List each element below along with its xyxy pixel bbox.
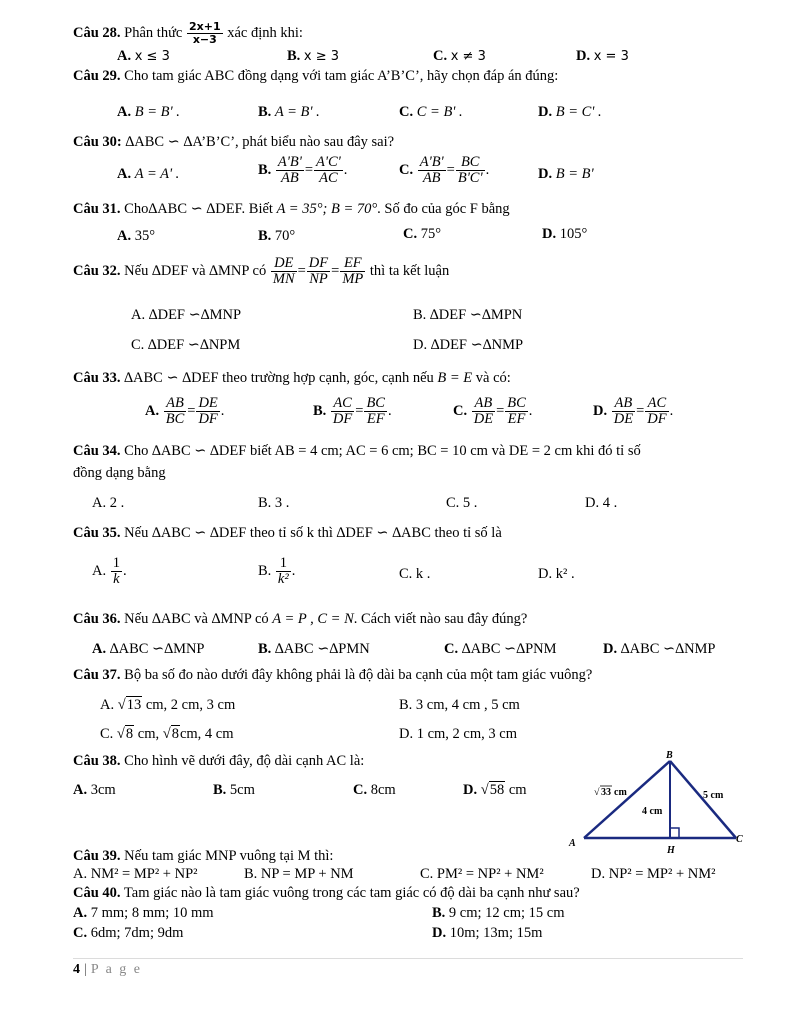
question-29: Câu 29. Cho tam giác ABC đồng dạng với tam giác A’B’C’, hãy chọn đáp án đúng: (73, 68, 559, 84)
option-d: D. √58 cm (463, 782, 527, 798)
option-d: D. B = C' . (538, 104, 602, 120)
triangle-figure (566, 748, 746, 858)
option-d: D. 10m; 13m; 15m (432, 925, 543, 941)
option-a: A. x ≤ 3 (117, 48, 170, 64)
option-a: A. B = B' . (117, 104, 180, 120)
question-35: Câu 35. Nếu ∆ABC ∽ ∆DEF theo tỉ số k thì ∆DEF ∽ ∆ABC theo tỉ số là (73, 525, 502, 541)
right-angle-mark (670, 828, 679, 838)
option-a: A. A = A' . (117, 166, 180, 182)
option-c: C. 6dm; 7dm; 9dm (73, 925, 184, 941)
option-a: A. ∆ABC ∽∆MNP (92, 641, 205, 657)
option-b: B. 5cm (213, 782, 255, 798)
option-c: C. C = B' . (399, 104, 463, 120)
question-37: Câu 37. Bộ ba số đo nào dưới đây không phải là độ dài ba cạnh của một tam giác vuông? (73, 667, 593, 683)
option-a: A. 7 mm; 8 mm; 10 mm (73, 905, 214, 921)
label-h: H (667, 845, 675, 856)
option-d: D. ∆DEF ∽∆NMP (413, 337, 524, 353)
option-c: C. k . (399, 566, 431, 582)
question-38: Câu 38. Cho hình vẽ dưới đây, độ dài cạnh AC là: (73, 753, 365, 769)
option-d: D. $\frac{AB}{DE}$ = $\frac{AC}{DF}$ . (593, 395, 674, 427)
option-b: B. ∆DEF ∽∆MPN (413, 307, 523, 323)
option-c: C. 75° (403, 226, 442, 242)
option-b: B. 70° (258, 228, 296, 244)
question-33: Câu 33. ∆ABC ∽ ∆DEF theo trường hợp cạnh, góc, cạnh nếu B = E và có: (73, 370, 511, 386)
question-40: Câu 40. Tam giác nào là tam giác vuông trong các tam giác có độ dài ba cạnh như sau? (73, 885, 580, 901)
option-a: A. ∆DEF ∽∆MNP (131, 307, 242, 323)
page-number: 4 | P a g e (73, 962, 143, 977)
side-ab (584, 761, 670, 838)
option-b: B. $\frac{AC}{DF}$ = $\frac{BC}{EF}$ . (313, 395, 392, 427)
option-a: A. NM² = MP² + NP² (73, 866, 198, 882)
option-b: B. 9 cm; 12 cm; 15 cm (432, 905, 565, 921)
label-ab-unit: cm (614, 787, 627, 798)
option-d: D. NP² = MP² + NM² (591, 866, 716, 882)
option-b: B. $\frac{1}{\text{k²}}$ . (258, 555, 296, 587)
option-a: A. $\frac{1}{k}$ . (92, 555, 127, 587)
option-d: D. 105° (542, 226, 588, 242)
label-ab-sqrt: √ (594, 787, 600, 798)
option-c: C. x ≠ 3 (433, 48, 486, 64)
option-c: C. $\frac{AB}{DE}$ = $\frac{BC}{EF}$ . (453, 395, 533, 427)
option-b: B. $\frac{A'B'}{AB}$ = $\frac{A'C'}{AC}$ . (258, 154, 348, 186)
option-d: D. k² . (538, 566, 575, 582)
label-bc: 5 cm (703, 790, 724, 801)
option-d: D. x = 3 (576, 48, 629, 64)
option-c: C. ∆DEF ∽∆NPM (131, 337, 241, 353)
option-a: A. √13 cm, 2 cm, 3 cm (100, 697, 236, 713)
label-c: C (736, 834, 743, 845)
option-a: A. 3cm (73, 782, 116, 798)
option-b: B. 3 cm, 4 cm , 5 cm (399, 697, 520, 713)
option-d: D. B = B' (538, 166, 594, 182)
question-30: Câu 30: ∆ABC ∽ ∆A’B’C’, phát biểu nào sau đây sai? (73, 134, 395, 150)
fraction: $\frac{2x+1}{x-3}$ (189, 20, 221, 46)
question-34-cont: đồng dạng bằng (73, 465, 166, 481)
option-b: B. ∆ABC ∽∆PMN (258, 641, 370, 657)
question-31: Câu 31. Cho∆ABC ∽ ∆DEF. Biết A = 35°; B = 70°. Số đo của góc F bằng (73, 201, 510, 217)
label-a: A (569, 838, 576, 849)
question-28: Câu 28. Phân thức $\frac{2x+1}{x-3}$ xác định khi: (73, 20, 303, 46)
footer-divider (73, 958, 743, 959)
option-c: C. √8 cm, √8cm, 4 cm (100, 726, 234, 742)
question-32: Câu 32. Nếu ∆DEF và ∆MNP có $\frac{DE}{MN}$ = $\frac{DF}{NP}$ = $\frac{EF}{MP}$ thì ta kết luận (73, 255, 450, 287)
question-39: Câu 39. Nếu tam giác MNP vuông tại M thì: (73, 848, 334, 864)
option-a: A. $\frac{AB}{BC}$ = $\frac{DE}{DF}$ . (145, 395, 225, 427)
option-c: C. $\frac{A'B'}{AB}$ = $\frac{BC}{B'C'}$ . (399, 154, 490, 186)
option-b: B. x ≥ 3 (287, 48, 340, 64)
option-d: D. 1 cm, 2 cm, 3 cm (399, 726, 517, 742)
option-b: B. NP = MP + NM (244, 866, 354, 882)
option-d: D. ∆ABC ∽∆NMP (603, 641, 716, 657)
question-34: Câu 34. Cho ∆ABC ∽ ∆DEF biết AB = 4 cm; AC = 6 cm; BC = 10 cm và DE = 2 cm khi đó tỉ số (73, 443, 641, 459)
option-b: B. A = B' . (258, 104, 320, 120)
option-c: C. 5 . (446, 495, 478, 511)
option-c: C. 8cm (353, 782, 396, 798)
option-c: C. PM² = NP² + NM² (420, 866, 544, 882)
option-a: A. 2 . (92, 495, 125, 511)
option-a: A. 35° (117, 228, 156, 244)
label-ab-value: 33 (601, 787, 611, 798)
option-c: C. ∆ABC ∽∆PNM (444, 641, 557, 657)
label-bh: 4 cm (642, 806, 663, 817)
option-b: B. 3 . (258, 495, 290, 511)
option-d: D. 4 . (585, 495, 618, 511)
question-36: Câu 36. Nếu ∆ABC và ∆MNP có A = P , C = N. Cách viết nào sau đây đúng? (73, 611, 528, 627)
label-b: B (666, 750, 673, 761)
